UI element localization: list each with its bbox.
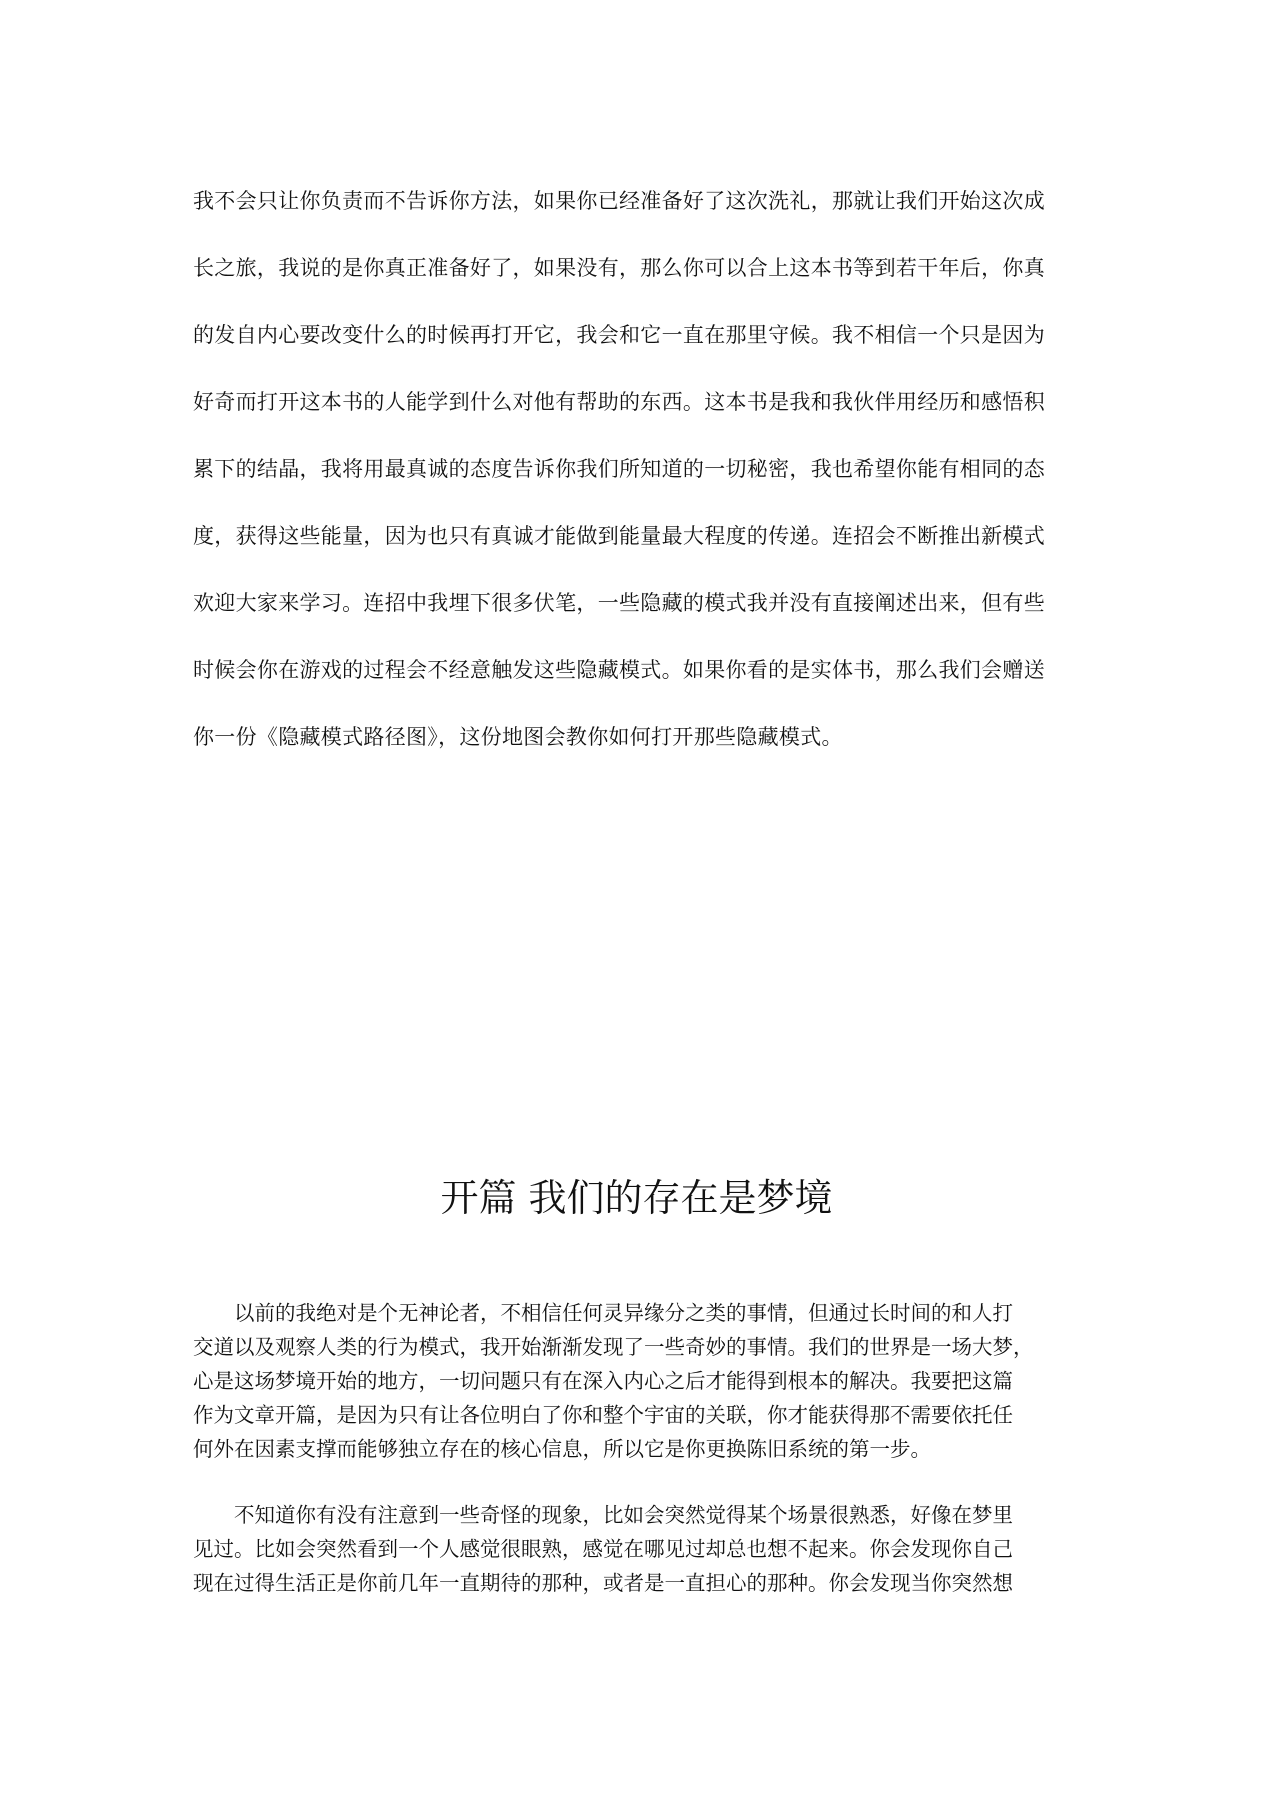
intro-paragraph: [193, 168, 1087, 771]
text-line: 心是这场梦境开始的地方，一切问题只有在深入内心之后才能得到根本的解决。我要把这篇: [193, 1369, 1013, 1393]
text-line: 作为文章开篇，是因为只有让各位明白了你和整个宇宙的关联，你才能获得那不需要依托任: [193, 1403, 1013, 1427]
text-line: 欢迎大家来学习。连招中我埋下很多伏笔，一些隐藏的模式我并没有直接阐述出来，但有些: [193, 591, 1045, 615]
chapter-paragraph-1: [193, 1296, 1087, 1466]
text-line: 以前的我绝对是个无神论者，不相信任何灵异缘分之类的事情，但通过长时间的和人打: [193, 1301, 1013, 1325]
text-line: 何外在因素支撑而能够独立存在的核心信息，所以它是你更换陈旧系统的第一步。: [193, 1437, 931, 1461]
chapter-title: 开篇 我们的存在是梦境: [440, 1176, 833, 1220]
text-line: 你一份《隐藏模式路径图》，这份地图会教你如何打开那些隐藏模式。: [193, 725, 843, 749]
text-line: 长之旅，我说的是你真正准备好了，如果没有，那么你可以合上这本书等到若干年后，你真: [193, 256, 1045, 280]
text-line: 好奇而打开这本书的人能学到什么对他有帮助的东西。这本书是我和我伙伴用经历和感悟积: [193, 390, 1045, 414]
text-line: 见过。比如会突然看到一个人感觉很眼熟，感觉在哪见过却总也想不起来。你会发现你自己: [193, 1537, 1013, 1561]
chapter-paragraph-2: [193, 1498, 1087, 1600]
text-line: 现在过得生活正是你前几年一直期待的那种，或者是一直担心的那种。你会发现当你突然想: [193, 1571, 1013, 1595]
text-line: 不知道你有没有注意到一些奇怪的现象，比如会突然觉得某个场景很熟悉，好像在梦里: [193, 1503, 1013, 1527]
text-line: 时候会你在游戏的过程会不经意触发这些隐藏模式。如果你看的是实体书，那么我们会赠送: [193, 658, 1045, 682]
text-line: 累下的结晶，我将用最真诚的态度告诉你我们所知道的一切秘密，我也希望你能有相同的态: [193, 457, 1045, 481]
text-line: 我不会只让你负责而不告诉你方法，如果你已经准备好了这次洗礼，那就让我们开始这次成: [193, 189, 1045, 213]
text-line: 交道以及观察人类的行为模式，我开始渐渐发现了一些奇妙的事情。我们的世界是一场大梦，: [193, 1335, 1034, 1359]
text-line: 度，获得这些能量，因为也只有真诚才能做到能量最大程度的传递。连招会不断推出新模式: [193, 524, 1045, 548]
text-line: 的发自内心要改变什么的时候再打开它，我会和它一直在那里守候。我不相信一个只是因为: [193, 323, 1045, 347]
